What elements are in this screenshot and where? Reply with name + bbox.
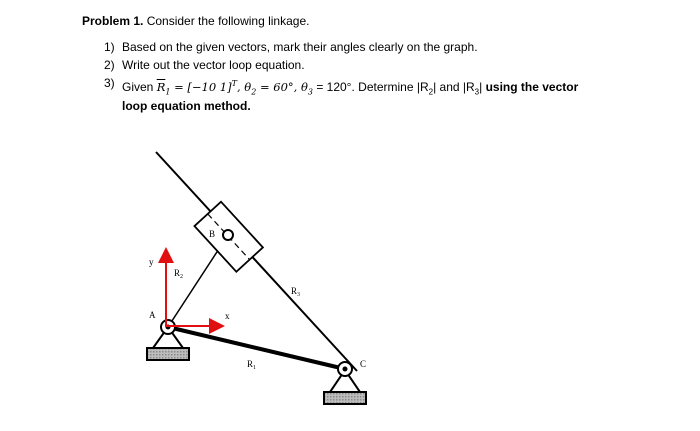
item-text: Write out the vector loop equation. (122, 58, 305, 72)
slider-rod-line (156, 152, 357, 371)
label-b: B (209, 229, 216, 239)
theta2-value: = 60°, θ (256, 80, 308, 94)
r3-sub: 3 (474, 87, 480, 97)
bold-tail: using the vector (485, 80, 579, 94)
theta2: , θ (236, 80, 252, 94)
end-text: | (479, 80, 486, 94)
label-r2-sub: 2 (180, 274, 184, 280)
item-number: 2) (104, 58, 115, 72)
label-r2 (174, 268, 183, 280)
label-a: A (149, 310, 156, 320)
vec-r1-letter: $\overline{R}$ (156, 80, 166, 94)
bold-line2: loop equation method. (122, 99, 251, 114)
label-r1-sub: 1 (253, 365, 257, 371)
theta3-sub: 3 (307, 87, 313, 97)
eq-r1: = [−10 1] (170, 80, 232, 94)
label-x: x (225, 311, 230, 321)
theta2-sub: 2 (251, 87, 257, 97)
problem-intro: Consider the following linkage. (143, 14, 310, 28)
r2-sub: 2 (428, 87, 434, 97)
label-r3-sub: 3 (297, 292, 301, 298)
item-number: 3) (104, 76, 115, 90)
item-text: Based on the given vectors, mark their angles clearly on the graph. (122, 40, 478, 54)
link-ac-line (168, 327, 345, 369)
label-r1 (247, 359, 256, 371)
problem-heading: Problem 1. (82, 14, 144, 28)
item-text-given: Given (122, 80, 157, 94)
label-r3 (291, 286, 300, 298)
label-r3-letter: R (291, 286, 298, 296)
label-r1-letter: R (247, 359, 254, 369)
pin-b (223, 230, 233, 240)
label-y: y (149, 257, 154, 267)
label-c: C (360, 359, 367, 369)
transpose-T: T (231, 79, 237, 88)
label-r2-letter: R (174, 268, 181, 278)
theta3-value: = 120°. Determine |R (312, 80, 429, 94)
vec-r1-sub: 1 (165, 87, 171, 97)
item-number: 1) (104, 40, 115, 54)
and-text: | and |R (433, 80, 475, 94)
